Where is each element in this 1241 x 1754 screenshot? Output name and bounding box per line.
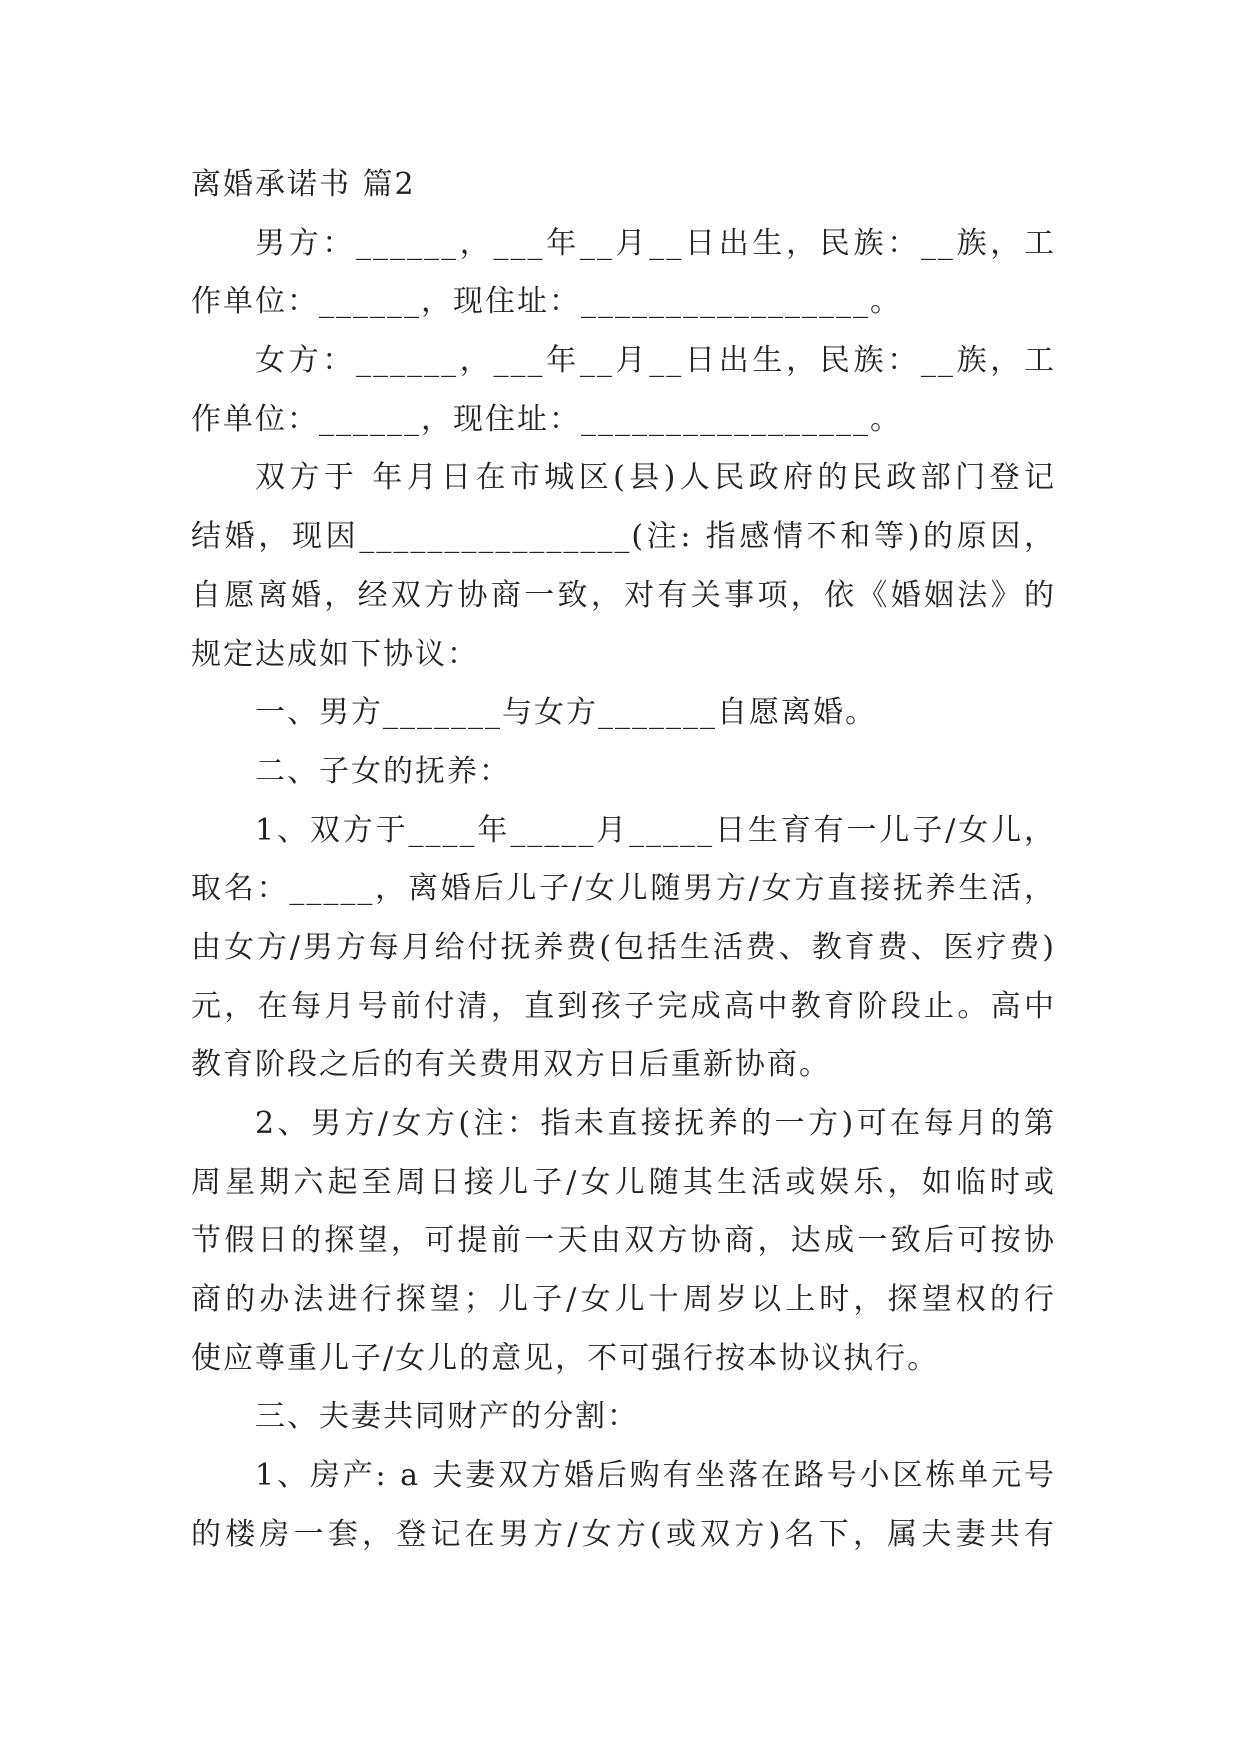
text-line: 由女方/男方每月给付抚养费(包括生活费、教育费、医疗费): [191, 929, 1056, 965]
clause-3-property-division-heading: [191, 1388, 1056, 1447]
text-line: 元，在每月号前付清，直到孩子完成高中教育阶段止。高中: [191, 988, 1056, 1024]
text-line: 女方：______，___年__月__日出生，民族：__族，工: [255, 343, 1056, 379]
text-line: 三、夫妻共同财产的分割：: [255, 1399, 639, 1435]
text-line: 2、男方/女方(注：指未直接抚养的一方)可在每月的第: [255, 1106, 1056, 1141]
text-line: 1、双方于____年_____月_____日生育有一儿子/女儿，: [255, 812, 1056, 848]
text-line: 结婚，现因________________(注: 指感情不和等)的原因，: [191, 519, 1056, 555]
text-line: 一、男方_______与女方_______自愿离婚。: [255, 695, 877, 731]
text-line: 1、房产: a 夫妻双方婚后购有坐落在路号小区栋单元号: [255, 1458, 1056, 1494]
text-line: 作单位：______，现住址：_________________。: [191, 401, 902, 437]
text-line: 的楼房一套，登记在男方/女方(或双方)名下，属夫妻共有: [191, 1516, 1056, 1552]
text-line: 商的办法进行探望；儿子/女儿十周岁以上时，探望权的行: [191, 1282, 1056, 1318]
text-line: 双方于 年月日在市城区(县)人民政府的民政部门登记: [255, 460, 1056, 496]
text-line: 二、子女的抚养：: [255, 753, 511, 789]
clause-2-1-child-support: [191, 802, 1056, 1095]
document-body: [191, 156, 1056, 1565]
document-title: 离婚承诺书 篇2: [191, 167, 416, 202]
text-line: 作单位：______，现住址：_________________。: [191, 284, 902, 320]
paragraph-female-party: [191, 332, 1056, 449]
text-line: 男方：______，___年__月__日出生，民族：__族，工: [255, 225, 1056, 261]
clause-2-child-custody-heading: [191, 743, 1056, 802]
text-line: 规定达成如下协议：: [191, 636, 479, 672]
text-line: 节假日的探望，可提前一天由双方协商，达成一致后可按协: [191, 1223, 1056, 1259]
text-line: 使应尊重儿子/女儿的意见，不可强行按本协议执行。: [191, 1340, 940, 1376]
clause-2-2-visitation-rights: [191, 1095, 1056, 1388]
paragraph-marriage-background: [191, 449, 1056, 684]
clause-3-1-real-estate: [191, 1447, 1056, 1564]
text-line: 自愿离婚，经双方协商一致，对有关事项，依《婚姻法》的: [191, 577, 1056, 613]
text-line: 周星期六起至周日接儿子/女儿随其生活或娱乐，如临时或: [191, 1164, 1056, 1200]
text-line: 教育阶段之后的有关费用双方日后重新协商。: [191, 1047, 831, 1083]
paragraph-male-party: [191, 215, 1056, 332]
clause-1-voluntary-divorce: [191, 684, 1056, 743]
text-line: 取名：_____，离婚后儿子/女儿随男方/女方直接抚养生活，: [191, 871, 1056, 907]
